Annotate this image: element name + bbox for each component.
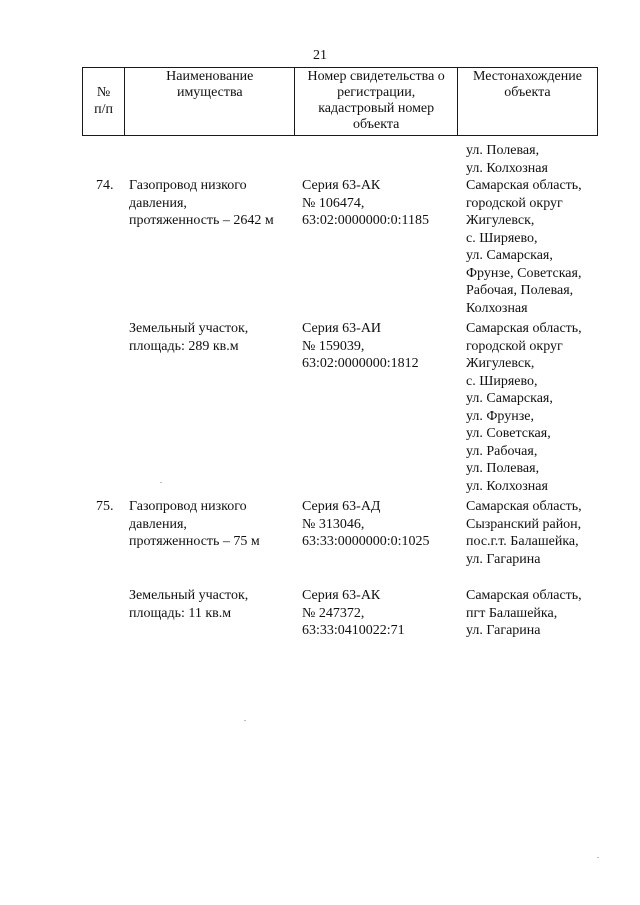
location-line: Самарская область, bbox=[466, 178, 582, 193]
location-line: ул. Колхозная bbox=[466, 478, 548, 494]
location-line: Сызранский район, bbox=[466, 516, 582, 532]
location-line: Самарская область, bbox=[466, 321, 582, 336]
cert-line: 63:33:0410022:71 bbox=[302, 623, 405, 638]
location-line: Жигулевск, bbox=[466, 356, 535, 371]
header-location-line: объекта bbox=[504, 85, 551, 100]
header-cert-line: регистрации, bbox=[337, 85, 416, 100]
scan-speck bbox=[597, 857, 599, 858]
location-line: ул. Самарская, bbox=[466, 391, 553, 406]
name-line: Газопровод низкого bbox=[129, 499, 247, 514]
name-line: давления, bbox=[129, 516, 187, 532]
location-line: с. Ширяево, bbox=[466, 230, 538, 246]
cert-line: № 247372, bbox=[302, 605, 365, 621]
row-number: 74. bbox=[96, 178, 114, 193]
cert-line: № 106474, bbox=[302, 195, 365, 211]
header-number-symbol: № bbox=[96, 85, 111, 100]
location-line: Самарская область, bbox=[466, 499, 582, 514]
header-name-line: Наименование bbox=[166, 69, 254, 84]
row-name bbox=[129, 498, 260, 551]
cert-line: № 159039, bbox=[302, 338, 365, 354]
location-line: с. Ширяево, bbox=[466, 373, 538, 389]
name-line: площадь: 11 кв.м bbox=[129, 605, 232, 621]
location-line: пос.г.т. Балашейка, bbox=[466, 534, 579, 549]
row-certificate bbox=[302, 587, 405, 640]
location-line: Самарская область, bbox=[466, 588, 582, 603]
location-line: Жигулевск, bbox=[466, 213, 535, 228]
header-cert-line: Номер свидетельства о bbox=[307, 69, 445, 84]
scan-speck bbox=[160, 482, 162, 483]
row-name bbox=[129, 587, 248, 622]
cert-line: 63:02:0000000:1812 bbox=[302, 356, 419, 371]
name-line: давления, bbox=[129, 195, 187, 211]
location-line: городской округ bbox=[466, 338, 563, 354]
continued-location bbox=[466, 142, 548, 177]
location-line: ул. Полевая, bbox=[466, 143, 540, 158]
row-location bbox=[466, 177, 582, 317]
header-name-line: имущества bbox=[176, 85, 243, 100]
location-line: пгт Балашейка, bbox=[466, 605, 558, 621]
page-number: 21 bbox=[313, 48, 327, 63]
location-line: ул. Гагарина bbox=[466, 551, 541, 567]
location-line: Колхозная bbox=[466, 300, 528, 316]
row-number: 75. bbox=[96, 499, 114, 514]
location-line: Фрунзе, Советская, bbox=[466, 265, 582, 281]
location-line: ул. Полевая, bbox=[466, 461, 540, 476]
name-line: площадь: 289 кв.м bbox=[129, 338, 239, 354]
name-line: протяженность – 75 м bbox=[129, 534, 260, 549]
location-line: Рабочая, Полевая, bbox=[466, 283, 574, 298]
scan-speck bbox=[244, 720, 246, 721]
cert-line: № 313046, bbox=[302, 516, 365, 532]
row-name bbox=[129, 177, 274, 230]
location-line: ул. Советская, bbox=[466, 426, 551, 441]
row-certificate bbox=[302, 177, 429, 230]
row-location bbox=[466, 498, 582, 568]
row-location bbox=[466, 320, 582, 495]
cert-line: Серия 63-АИ bbox=[302, 321, 382, 336]
cert-line: Серия 63-АД bbox=[302, 499, 381, 514]
location-line: ул. Фрунзе, bbox=[466, 408, 534, 424]
name-line: Газопровод низкого bbox=[129, 178, 247, 193]
location-line: городской округ bbox=[466, 195, 563, 211]
row-location bbox=[466, 587, 582, 640]
location-line: ул. Колхозная bbox=[466, 160, 548, 176]
header-cell-number bbox=[83, 68, 125, 136]
location-line: ул. Самарская, bbox=[466, 248, 553, 263]
header-cert-line: кадастровый номер bbox=[318, 101, 435, 116]
location-line: ул. Гагарина bbox=[466, 623, 541, 638]
header-cell-certificate bbox=[295, 68, 457, 136]
row-certificate bbox=[302, 320, 419, 373]
name-line: Земельный участок, bbox=[129, 588, 249, 603]
table-header bbox=[82, 67, 598, 136]
header-location-line: Местонахождение bbox=[472, 69, 582, 84]
name-line: Земельный участок, bbox=[129, 321, 249, 336]
name-line: протяженность – 2642 м bbox=[129, 213, 274, 228]
cert-line: Серия 63-АК bbox=[302, 588, 381, 603]
header-cell-location bbox=[457, 68, 597, 136]
header-number-abbrev: п/п bbox=[94, 102, 114, 117]
cert-line: 63:33:0000000:0:1025 bbox=[302, 534, 430, 549]
row-certificate bbox=[302, 498, 430, 551]
row-name bbox=[129, 320, 248, 355]
location-line: ул. Рабочая, bbox=[466, 443, 538, 459]
cert-line: 63:02:0000000:0:1185 bbox=[302, 213, 430, 228]
cert-line: Серия 63-АК bbox=[302, 178, 381, 193]
header-cell-name bbox=[125, 68, 295, 136]
header-cert-line: объекта bbox=[352, 117, 400, 132]
